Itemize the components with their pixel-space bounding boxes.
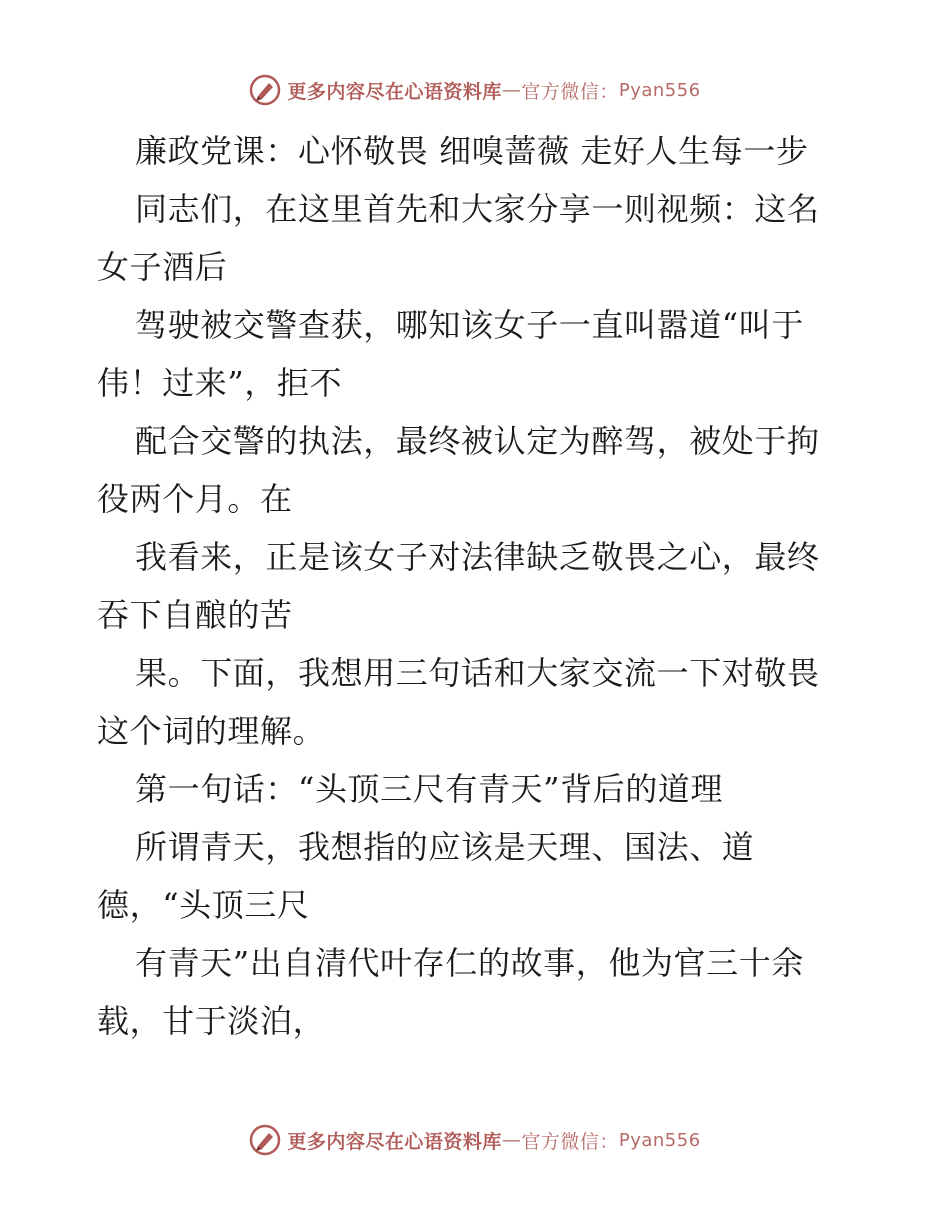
paragraph-line: 吞下自酿的苦 xyxy=(97,596,293,634)
banner-wechat-id: Pyan556 xyxy=(618,1129,701,1151)
paragraph-line: 有青天”出自清代叶存仁的故事，他为官三十余 xyxy=(135,944,804,982)
pen-logo-icon xyxy=(249,74,281,106)
paragraph-line: 德，“头顶三尺 xyxy=(97,886,310,924)
pen-logo-icon xyxy=(249,1124,281,1156)
paragraph-line: 这个词的理解。 xyxy=(97,712,326,750)
banner-main-text: 更多内容尽在心语资料库 xyxy=(287,1130,502,1153)
paragraph-line: 驾驶被交警查获，哪知该女子一直叫嚣道“叫于 xyxy=(135,306,804,344)
paragraph-line: 配合交警的执法，最终被认定为醉驾，被处于拘 xyxy=(135,422,820,460)
paragraph-line: 同志们，在这里首先和大家分享一则视频：这名 xyxy=(135,190,820,228)
banner-official-label: 官方微信： xyxy=(521,80,619,103)
paragraph-line: 载，甘于淡泊， xyxy=(97,1002,326,1040)
document-body xyxy=(97,122,857,1050)
document-title: 廉政党课：心怀敬畏 细嗅蔷薇 走好人生每一步 xyxy=(135,132,809,170)
paragraph-line: 果。下面，我想用三句话和大家交流一下对敬畏 xyxy=(135,654,820,692)
banner-wechat-id: Pyan556 xyxy=(618,79,701,101)
section-heading: 第一句话：“头顶三尺有青天”背后的道理 xyxy=(135,770,724,808)
paragraph-line: 伟！过来”，拒不 xyxy=(97,364,343,402)
paragraph-line: 役两个月。在 xyxy=(97,480,293,518)
footer-banner xyxy=(0,1120,950,1160)
banner-official-label: 官方微信： xyxy=(521,1130,619,1153)
banner-dash: — xyxy=(501,1129,522,1151)
banner-dash: — xyxy=(501,79,522,101)
paragraph-line: 所谓青天，我想指的应该是天理、国法、道 xyxy=(135,828,755,866)
paragraph-line: 女子酒后 xyxy=(97,248,228,286)
paragraph-line: 我看来，正是该女子对法律缺乏敬畏之心，最终 xyxy=(135,538,820,576)
banner-main-text: 更多内容尽在心语资料库 xyxy=(287,80,502,103)
header-banner xyxy=(0,70,950,110)
